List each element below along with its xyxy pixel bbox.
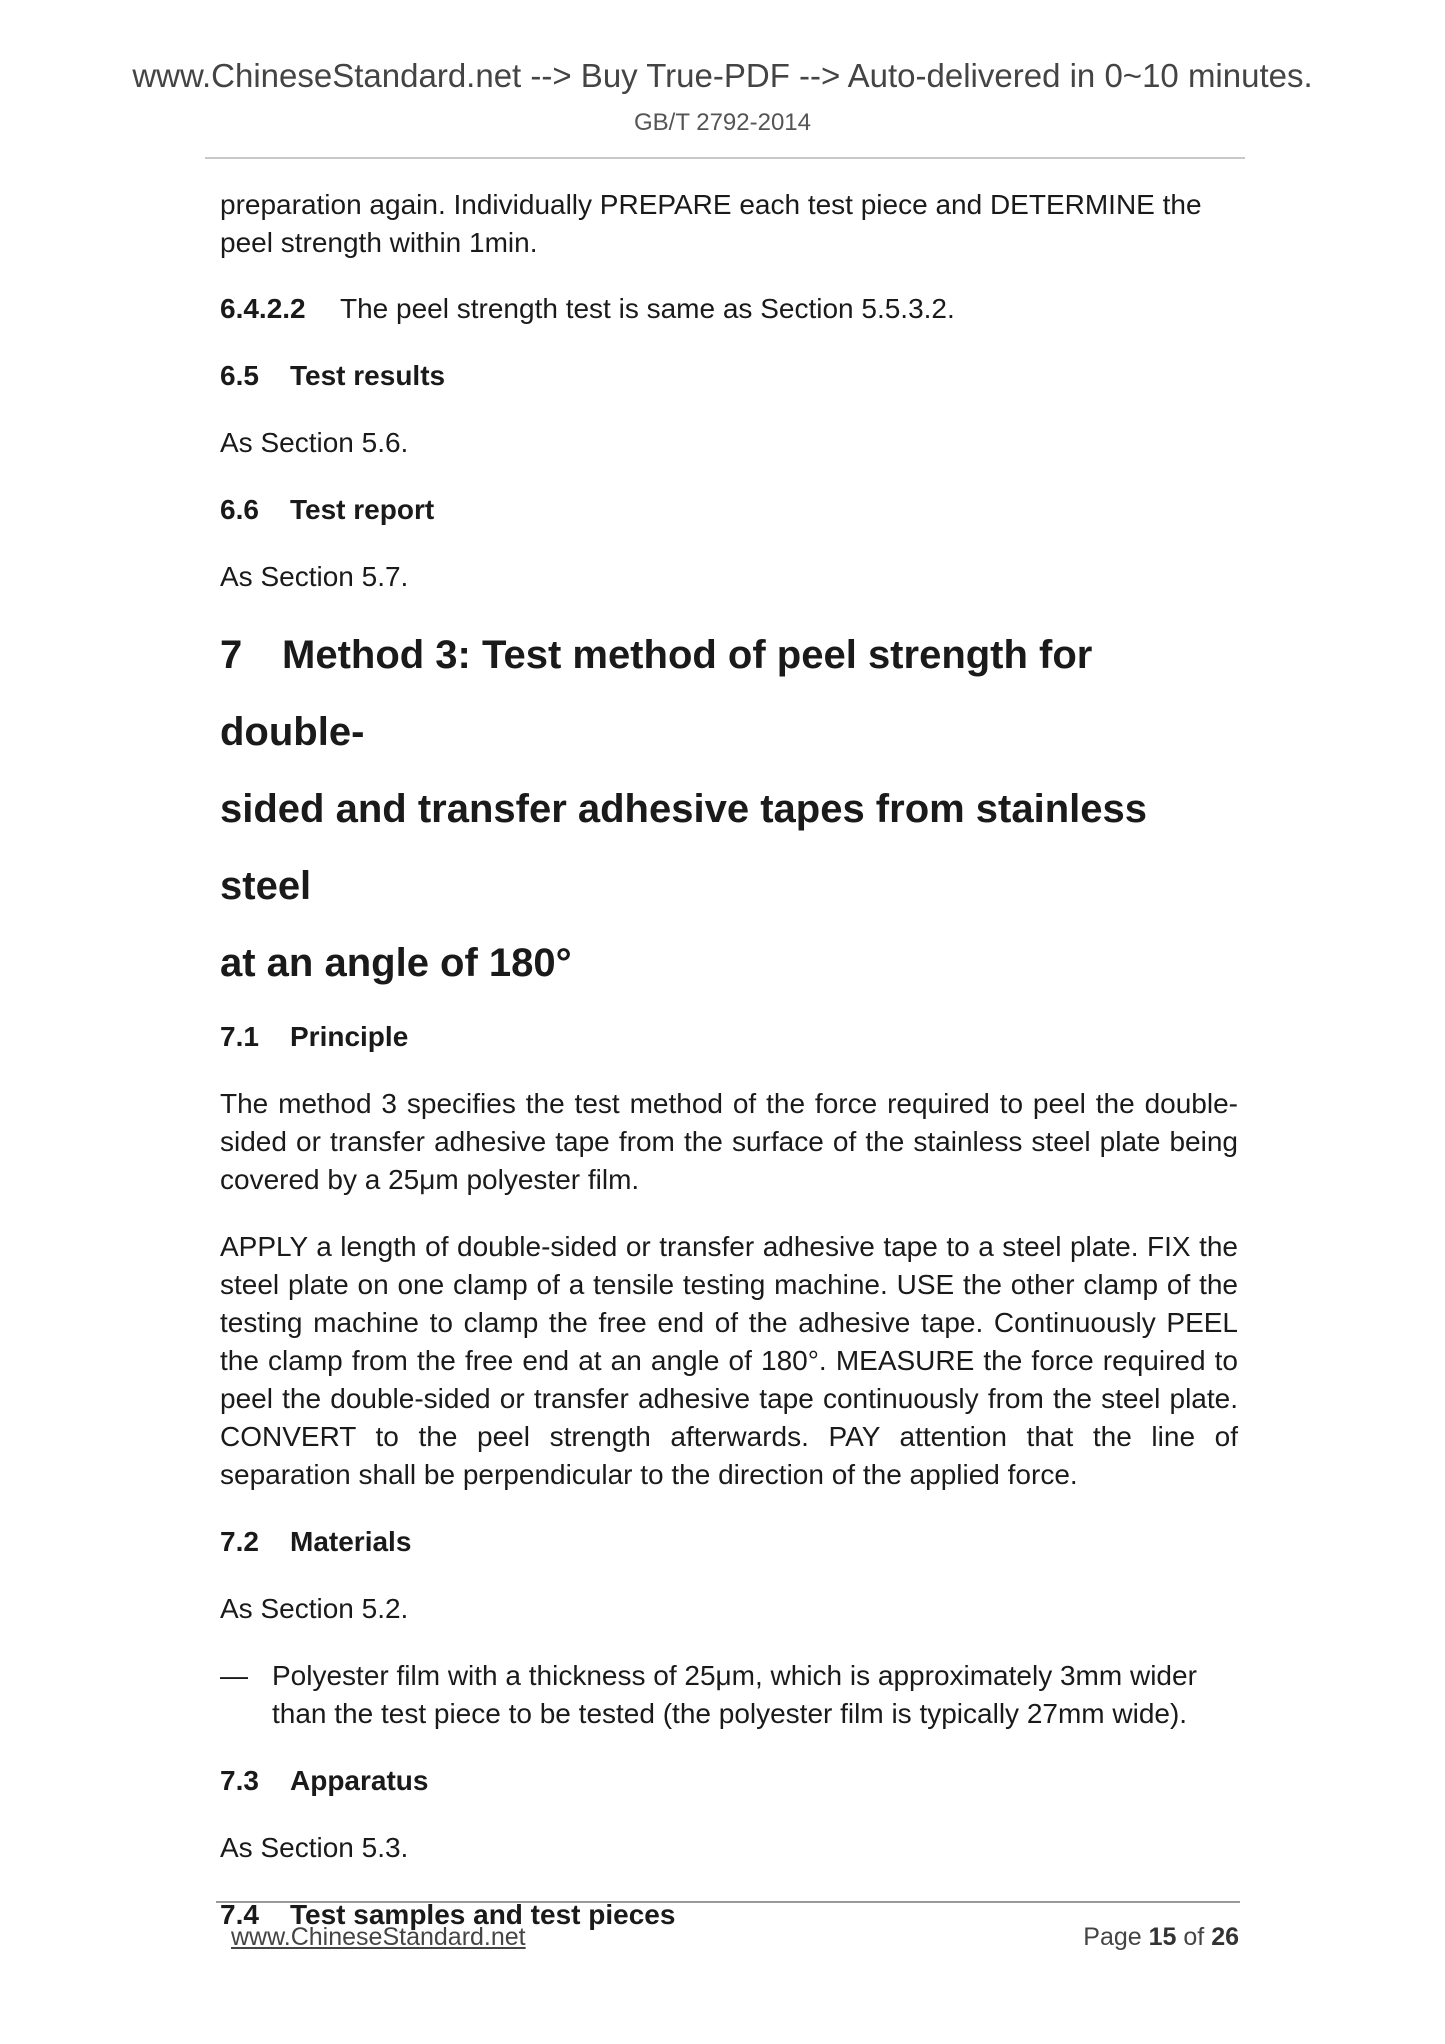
section-6-6-heading (220, 491, 1238, 529)
chapter-title-line-2: sided and transfer adhesive tapes from stainless steel (220, 787, 1148, 908)
section-number: 6.5 (220, 360, 259, 391)
document-body (220, 186, 1238, 1934)
principle-paragraph-1: The method 3 specifies the test method of the force required to peel the double-sided or transfer adhesive tape from the surface of the stainless steel plate being covered by a 25μm polyester film. (220, 1088, 1238, 1195)
materials-list-item (220, 1657, 1238, 1733)
section-6-6-text: As Section 5.7. (220, 561, 409, 592)
clause-6-4-2-2 (220, 290, 1238, 328)
header-divider (205, 157, 1245, 159)
section-number: 7.4 (220, 1899, 259, 1930)
chapter-title-line-3: at an angle of 180° (220, 941, 572, 985)
page-label: Page (1083, 1923, 1142, 1951)
section-title: Principle (290, 1021, 409, 1052)
section-number: 7.1 (220, 1021, 259, 1052)
clause-number: 6.4.2.2 (220, 293, 306, 324)
page-of: of (1183, 1923, 1205, 1951)
section-7-1-heading (220, 1018, 1238, 1056)
page-total: 26 (1211, 1923, 1239, 1951)
section-number: 7.3 (220, 1765, 259, 1796)
section-6-5-text: As Section 5.6. (220, 427, 409, 458)
clause-text: The peel strength test is same as Section 5.5.3.2. (340, 293, 955, 324)
intro-paragraph: preparation again. Individually PREPARE each test piece and DETERMINE the peel strength within 1min. (220, 189, 1202, 258)
section-7-3-heading (220, 1762, 1238, 1800)
section-number: 6.6 (220, 494, 259, 525)
section-7-2-heading (220, 1523, 1238, 1561)
chapter-title-text-1: Method 3: Test method of peel strength for double- (220, 633, 1093, 754)
section-title: Test samples and test pieces (290, 1899, 676, 1930)
section-number: 7.2 (220, 1526, 259, 1557)
section-7-3-text: As Section 5.3. (220, 1832, 409, 1863)
chapter-title-line-1 (220, 617, 1238, 771)
section-7-2-text: As Section 5.2. (220, 1593, 409, 1624)
list-item-text: Polyester film with a thickness of 25μm, which is approximately 3mm wider than the test piece to be tested (the polyester film is typically 27mm wide). (272, 1660, 1197, 1729)
header-banner: www.ChineseStandard.net --> Buy True-PDF --> Auto-delivered in 0~10 minutes. (132, 57, 1313, 94)
list-dash: — (220, 1660, 248, 1691)
page-indicator (1083, 1922, 1239, 1952)
page-current: 15 (1148, 1923, 1177, 1951)
standard-number: GB/T 2792-2014 (633, 109, 811, 136)
section-title: Apparatus (290, 1765, 429, 1796)
section-title: Test report (290, 494, 435, 525)
chapter-7-heading (220, 617, 1238, 1002)
footer-site-link[interactable]: www.ChineseStandard.net (231, 1923, 526, 1951)
section-title: Materials (290, 1526, 412, 1557)
principle-paragraph-2: APPLY a length of double-sided or transfer adhesive tape to a steel plate. FIX the steel plate on one clamp of a tensile testing machine. USE the other clamp of the testing machine to clamp the free end of the adhesive tape. Continuously PEEL the clamp from the free end at an angle of 180°. MEASURE the force required to peel the double-sided or transfer adhesive tape continuously from the steel plate. CONVERT to the peel strength afterwards. PAY attention that the line of separation shall be perpendicular to the direction of the applied force. (220, 1231, 1238, 1490)
chapter-number: 7 (220, 633, 243, 677)
section-title: Test results (290, 360, 446, 391)
footer-divider (216, 1901, 1240, 1903)
section-6-5-heading (220, 357, 1238, 395)
